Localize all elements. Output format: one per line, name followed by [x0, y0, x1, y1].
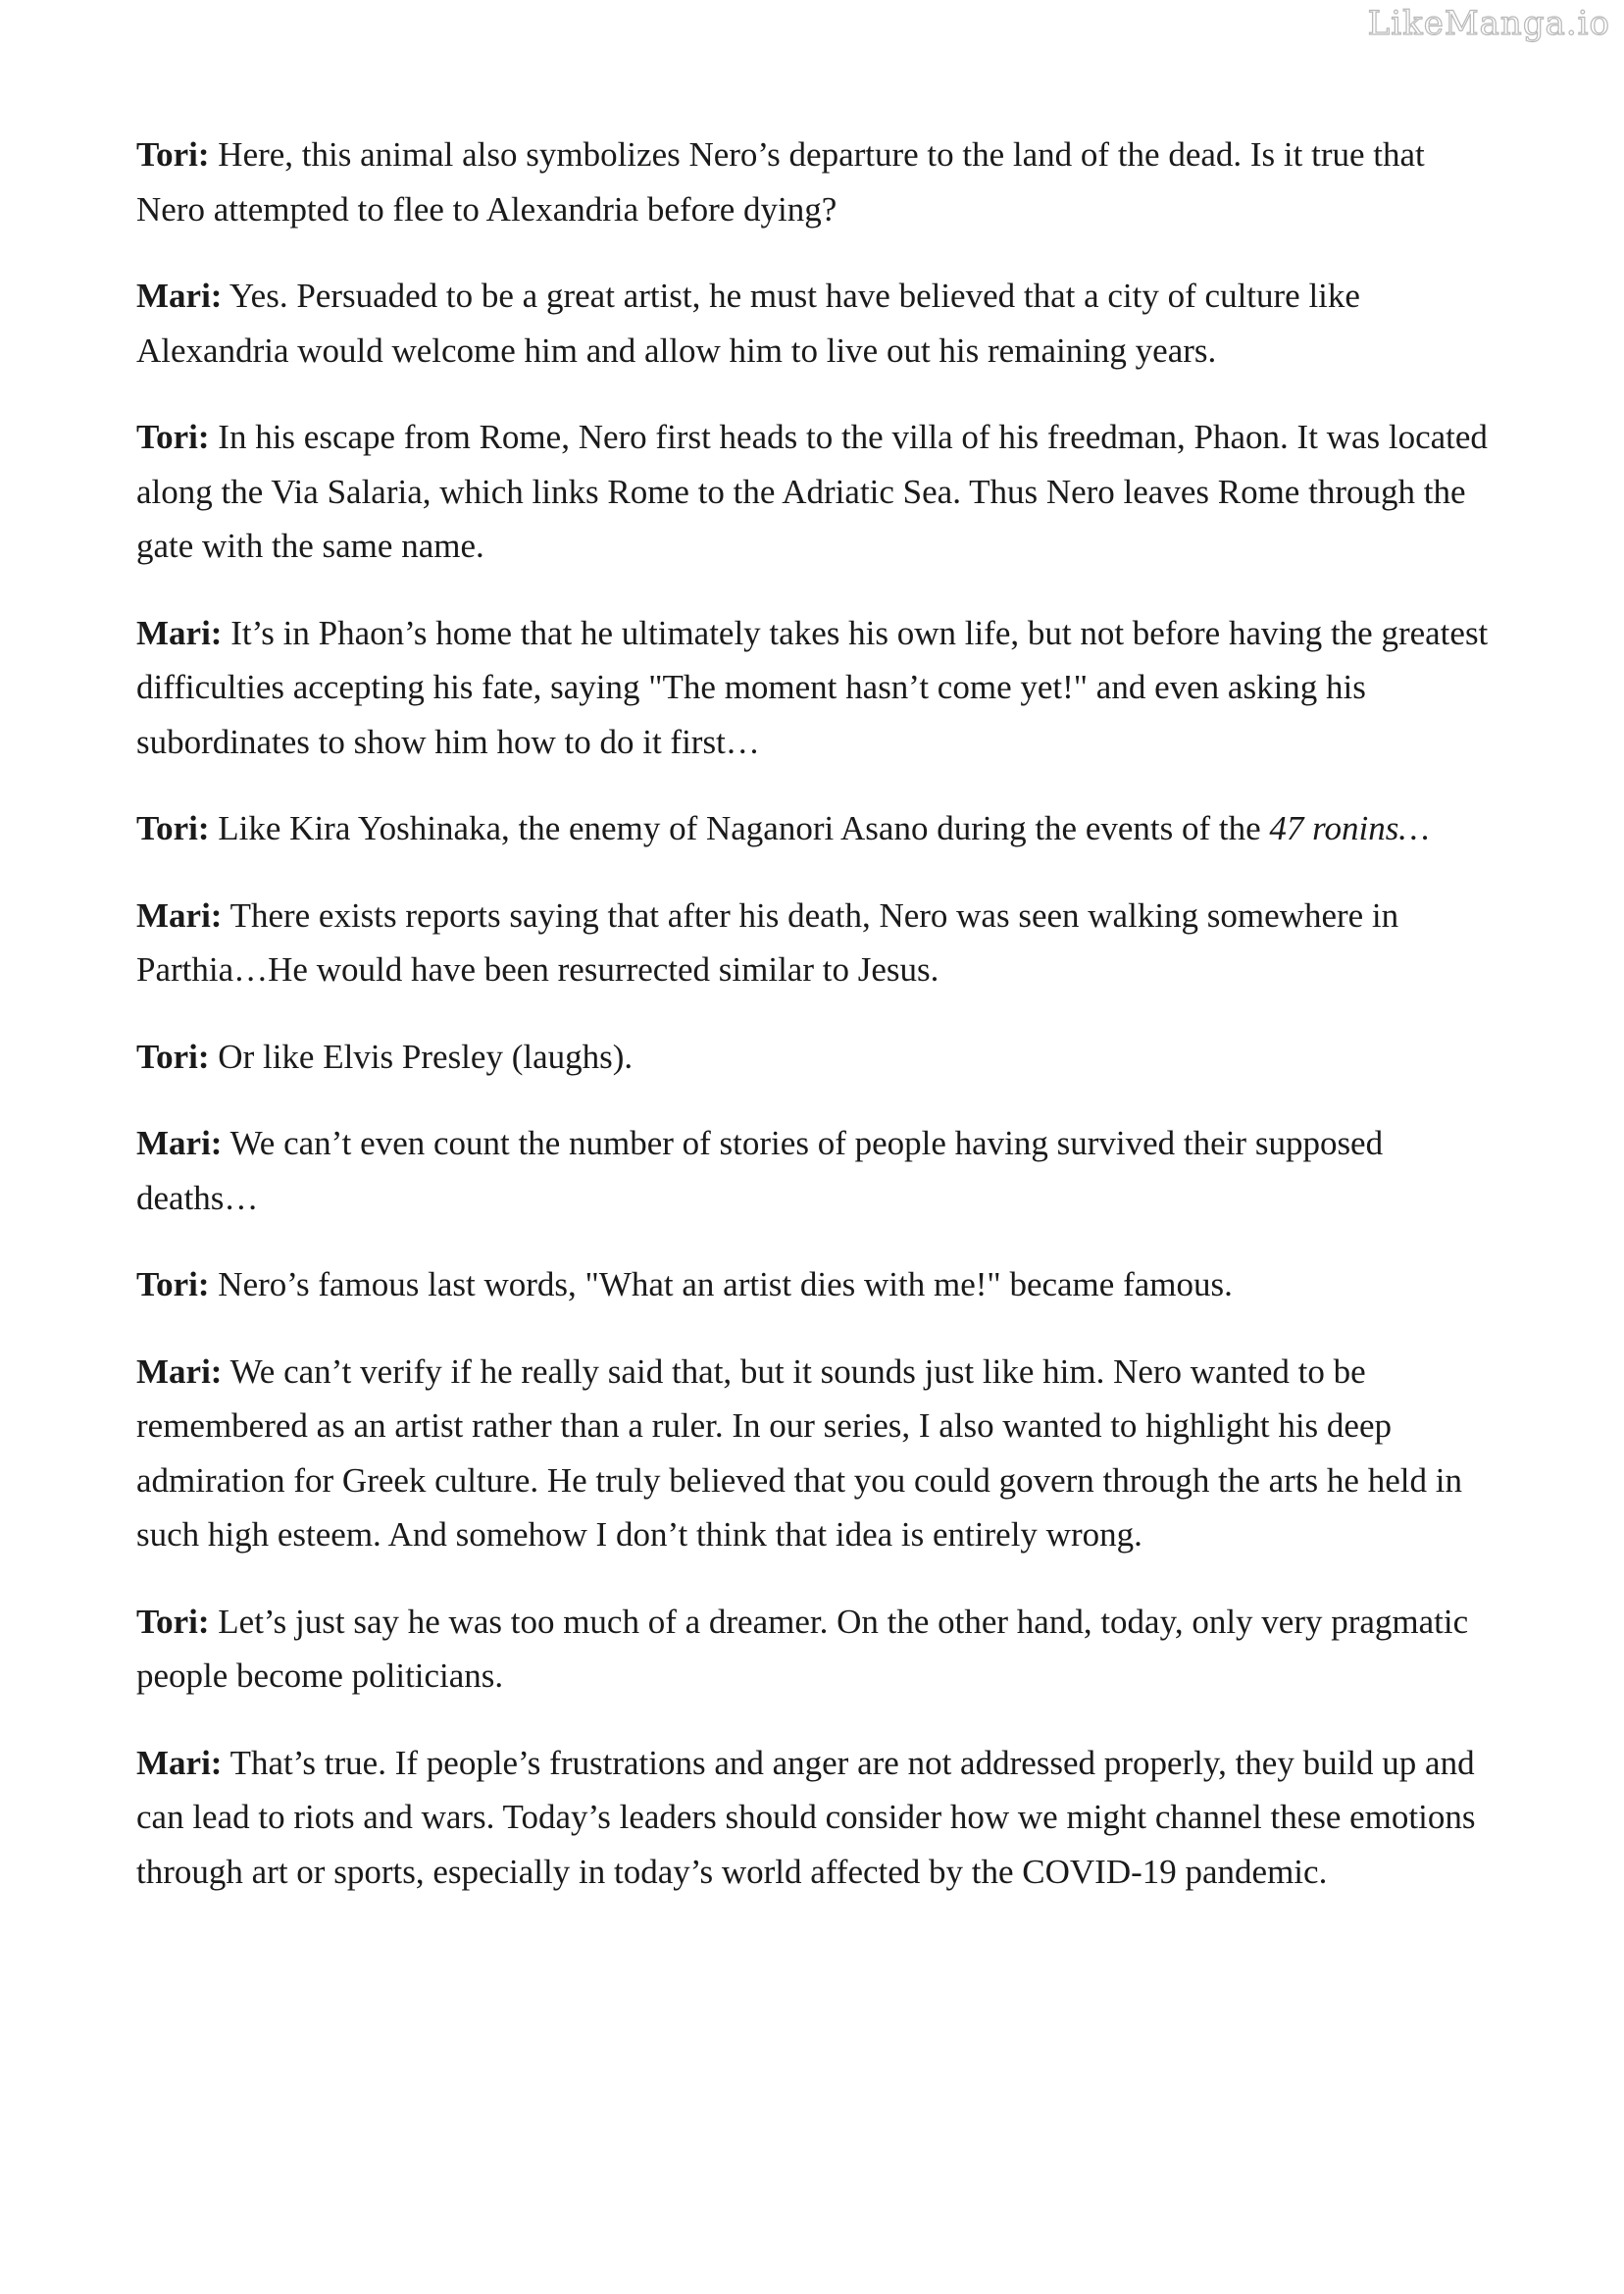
paragraph-text: We can’t even count the number of stories of people having survived their supposed deaths… — [136, 1124, 1384, 1217]
speaker-label: Mari: — [136, 895, 223, 935]
paragraph-text: Or like Elvis Presley (laughs). — [209, 1037, 634, 1076]
paragraph-7 — [136, 1030, 1499, 1085]
paragraph-9 — [136, 1257, 1499, 1312]
paragraph-text: Here, this animal also symbolizes Nero’s departure to the land of the dead. Is it true that Nero attempted to flee to Alexandria before dying? — [136, 135, 1425, 229]
speaker-label: Tori: — [136, 418, 210, 456]
paragraph-text: Like Kira Yoshinaka, the enemy of Naganori Asano during the events of the — [209, 809, 1270, 847]
paragraph-1 — [136, 127, 1499, 236]
paragraph-5 — [136, 801, 1499, 856]
speaker-label: Mari: — [136, 1351, 223, 1391]
italic-title: 47 ronins… — [1269, 809, 1430, 847]
paragraph-4 — [136, 606, 1499, 770]
speaker-label: Tori: — [136, 1602, 210, 1641]
paragraph-6 — [136, 889, 1499, 997]
speaker-label: Mari: — [136, 1743, 223, 1782]
paragraph-text: In his escape from Rome, Nero first heads to the villa of his freedman, Phaon. It was located along the Via Salaria, which links Rome to the Adriatic Sea. Thus Nero leaves Rome through the gate with the same name. — [136, 418, 1488, 565]
paragraph-3 — [136, 410, 1499, 574]
paragraph-2 — [136, 269, 1499, 378]
speaker-label: Tori: — [136, 809, 210, 847]
paragraph-text: Yes. Persuaded to be a great artist, he must have believed that a city of culture like Alexandria would welcome him and allow him to live out his remaining years. — [136, 277, 1360, 370]
paragraph-text: It’s in Phaon’s home that he ultimately takes his own life, but not before having the greatest difficulties accepting his fate, saying "The moment hasn’t come yet!" and even asking his subordinates to show him how to do it first… — [136, 613, 1489, 761]
watermark-logo: LikeManga.io — [1367, 4, 1610, 43]
speaker-label: Tori: — [136, 1037, 210, 1076]
speaker-label: Mari: — [136, 613, 223, 652]
paragraph-11 — [136, 1595, 1499, 1704]
paragraph-text: Nero’s famous last words, "What an artist dies with me!" became famous. — [209, 1265, 1233, 1303]
speaker-label: Tori: — [136, 1265, 210, 1303]
paragraph-text: That’s true. If people’s frustrations and anger are not addressed properly, they build up and can lead to riots and wars. Today’s leaders should consider how we might channel these emotions through art or sports, especially in today’s world affected by the COVID-19 pandemic. — [136, 1743, 1476, 1891]
speaker-label: Mari: — [136, 277, 223, 315]
paragraph-10 — [136, 1345, 1499, 1562]
paragraph-text: Let’s just say he was too much of a dreamer. On the other hand, today, only very pragmatic people become politicians. — [136, 1602, 1469, 1695]
paragraph-text: There exists reports saying that after his death, Nero was seen walking somewhere in Parthia…He would have been resurrected similar to Jesus. — [136, 895, 1399, 989]
paragraph-12 — [136, 1736, 1499, 1900]
interview-text — [136, 127, 1499, 1931]
paragraph-text: We can’t verify if he really said that, but it sounds just like him. Nero wanted to be remembered as an artist rather than a ruler. In our series, I also wanted to highlight his deep admiration for Greek culture. He truly believed that you could govern through the arts he held in such high esteem. And somehow I don’t think that idea is entirely wrong. — [136, 1351, 1462, 1554]
speaker-label: Tori: — [136, 135, 210, 174]
paragraph-8 — [136, 1116, 1499, 1225]
speaker-label: Mari: — [136, 1124, 223, 1162]
